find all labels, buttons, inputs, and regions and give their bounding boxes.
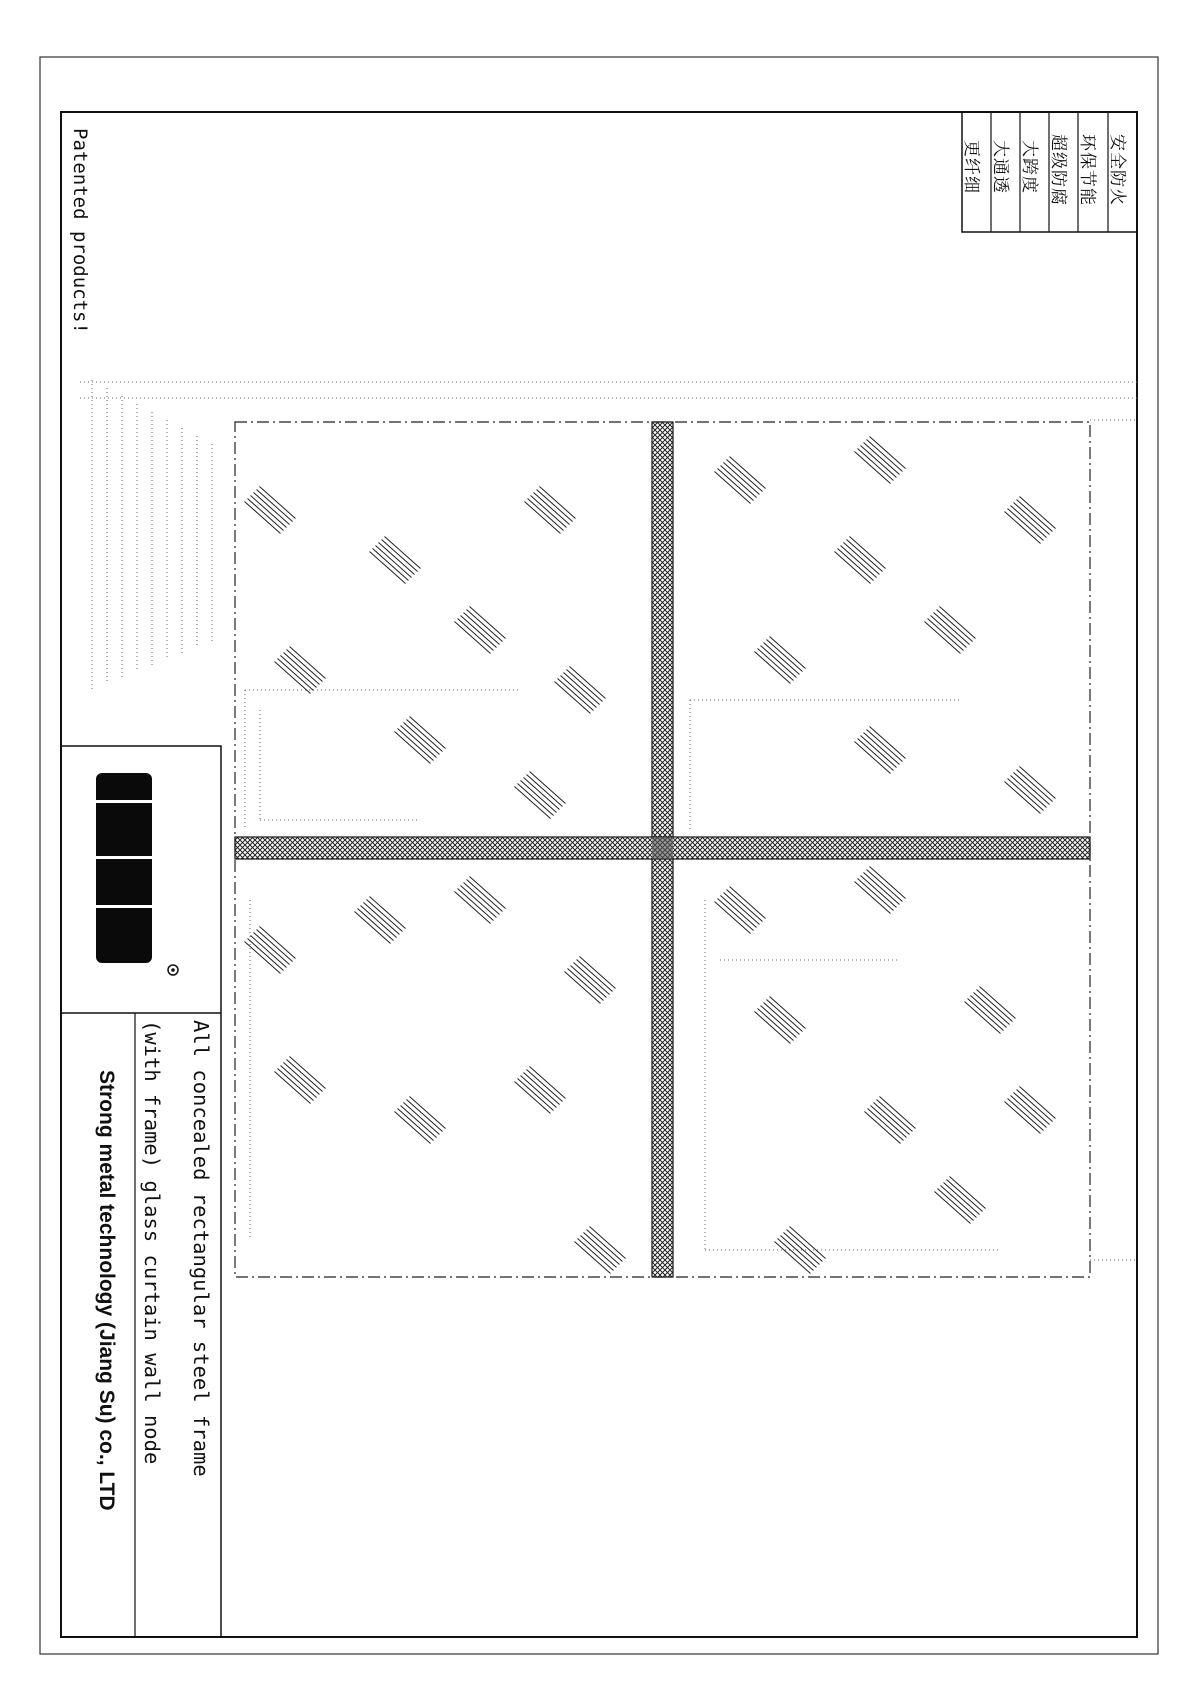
glass-panel-bottom-right xyxy=(673,859,1090,1277)
reflection-mark xyxy=(565,957,616,1004)
reflection-mark xyxy=(395,717,446,764)
reflection-mark xyxy=(715,887,766,934)
glass-panel-top-left xyxy=(235,422,652,837)
feature-item-4: 大跨度 xyxy=(1019,140,1039,194)
reflection-mark xyxy=(1005,497,1056,544)
dotted-guide-lines xyxy=(80,380,1137,1260)
reflection-mark xyxy=(855,867,906,914)
reflection-mark xyxy=(515,772,566,819)
reflection-mark xyxy=(355,897,406,944)
feature-item-5: 大通透 xyxy=(990,140,1010,194)
company-logo xyxy=(96,773,178,975)
reflection-mark xyxy=(865,1097,916,1144)
feature-item-6: 更纤细 xyxy=(961,140,981,194)
reflection-mark xyxy=(525,487,576,534)
reflection-mark xyxy=(370,537,421,584)
drawing-title-line-2: (with frame) glass curtain wall node xyxy=(140,1020,164,1465)
reflection-mark xyxy=(715,457,766,504)
reflection-mark xyxy=(965,987,1016,1034)
reflection-mark xyxy=(455,607,506,654)
reflection-mark xyxy=(855,727,906,774)
reflection-mark xyxy=(555,667,606,714)
reflection-mark xyxy=(925,607,976,654)
reflection-mark xyxy=(755,637,806,684)
reflection-mark xyxy=(245,487,296,534)
glass-panel-bottom-left xyxy=(235,859,652,1277)
drawing-title-line-1: All concealed rectangular steel frame xyxy=(189,1020,213,1477)
company-name: Strong metal technology (Jiang Su) co., LTD xyxy=(95,1070,118,1511)
reflection-mark xyxy=(855,437,906,484)
reflection-mark xyxy=(275,647,326,694)
reflection-mark xyxy=(1005,767,1056,814)
feature-item-3: 超级防腐 xyxy=(1048,134,1068,206)
patented-note: Patented products! xyxy=(69,128,91,334)
reflection-mark xyxy=(1005,1087,1056,1134)
reflection-mark xyxy=(455,877,506,924)
inner-border xyxy=(61,112,1137,1637)
reflection-mark xyxy=(515,1067,566,1114)
feature-item-2: 环保节能 xyxy=(1077,134,1097,206)
reflection-mark xyxy=(755,997,806,1044)
reflection-mark xyxy=(275,1057,326,1104)
reflection-mark xyxy=(835,537,886,584)
reflection-mark xyxy=(935,1177,986,1224)
frame-node-intersection xyxy=(652,837,673,859)
reflection-mark xyxy=(575,1227,626,1274)
feature-item-1: 安全防火 xyxy=(1107,134,1127,206)
reflection-mark xyxy=(395,1097,446,1144)
reflection-mark xyxy=(245,927,296,974)
